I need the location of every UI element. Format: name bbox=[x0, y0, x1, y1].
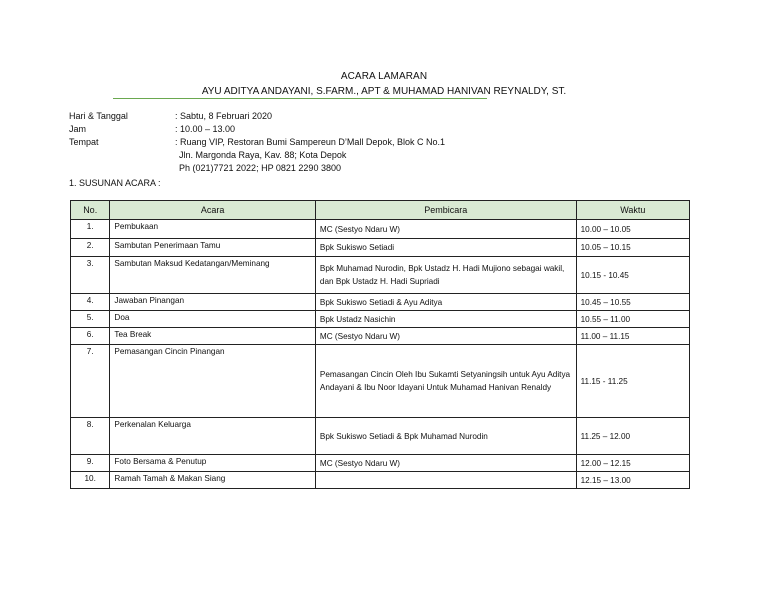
row-acara: Pembukaan bbox=[110, 220, 316, 239]
table-header-row bbox=[71, 201, 690, 220]
row-waktu: 10.00 – 10.05 bbox=[576, 220, 689, 239]
address-line-2: Ph (021)7721 2022; HP 0821 2290 3800 bbox=[179, 163, 341, 173]
row-pembicara: Bpk Sukiswo Setiadi & Ayu Aditya bbox=[315, 294, 576, 311]
row-acara: Perkenalan Keluarga bbox=[110, 418, 316, 455]
row-waktu: 10.55 – 11.00 bbox=[576, 311, 689, 328]
row-acara: Sambutan Maksud Kedatangan/Meminang bbox=[110, 257, 316, 294]
row-no: 2. bbox=[71, 239, 110, 257]
table-row bbox=[71, 418, 690, 455]
table-row bbox=[71, 328, 690, 345]
title-underline bbox=[113, 98, 487, 99]
header-acara: Acara bbox=[110, 201, 316, 220]
day-value: : Sabtu, 8 Februari 2020 bbox=[175, 111, 273, 121]
row-waktu: 10.05 – 10.15 bbox=[576, 239, 689, 257]
row-pembicara bbox=[315, 472, 576, 489]
row-waktu: 12.00 – 12.15 bbox=[576, 455, 689, 472]
row-waktu: 10.15 - 10.45 bbox=[576, 257, 689, 294]
table-row bbox=[71, 239, 690, 257]
row-no: 6. bbox=[71, 328, 110, 345]
row-no: 4. bbox=[71, 294, 110, 311]
time-label: Jam bbox=[69, 124, 87, 134]
row-acara: Ramah Tamah & Makan Siang bbox=[110, 472, 316, 489]
row-no: 10. bbox=[71, 472, 110, 489]
row-no: 7. bbox=[71, 345, 110, 418]
row-acara: Jawaban Pinangan bbox=[110, 294, 316, 311]
document-subtitle: AYU ADITYA ANDAYANI, S.FARM., APT & MUHAMAD HANIVAN REYNALDY, ST. bbox=[201, 86, 567, 97]
table-row bbox=[71, 472, 690, 489]
table-row bbox=[71, 294, 690, 311]
row-no: 3. bbox=[71, 257, 110, 294]
row-acara: Foto Bersama & Penutup bbox=[110, 455, 316, 472]
row-pembicara: Pemasangan Cincin Oleh Ibu Sukamti Setyaningsih untuk Ayu Aditya Andayani & Ibu Noor Idayani Untuk Muhamad Hanivan Renaldy bbox=[315, 345, 576, 418]
row-no: 9. bbox=[71, 455, 110, 472]
row-pembicara: Bpk Sukiswo Setiadi & Bpk Muhamad Nurodin bbox=[315, 418, 576, 455]
row-no: 1. bbox=[71, 220, 110, 239]
row-waktu: 10.45 – 10.55 bbox=[576, 294, 689, 311]
row-waktu: 11.15 - 11.25 bbox=[576, 345, 689, 418]
row-no: 8. bbox=[71, 418, 110, 455]
table-row bbox=[71, 220, 690, 239]
place-label: Tempat bbox=[69, 137, 99, 147]
section-title: 1. SUSUNAN ACARA : bbox=[69, 178, 161, 188]
schedule-table bbox=[70, 200, 690, 489]
row-pembicara: Bpk Ustadz Nasichin bbox=[315, 311, 576, 328]
row-pembicara: MC (Sestyo Ndaru W) bbox=[315, 455, 576, 472]
header-waktu: Waktu bbox=[576, 201, 689, 220]
row-pembicara: MC (Sestyo Ndaru W) bbox=[315, 220, 576, 239]
address-line-1: Jln. Margonda Raya, Kav. 88; Kota Depok bbox=[179, 150, 347, 160]
row-waktu: 11.00 – 11.15 bbox=[576, 328, 689, 345]
place-value: : Ruang VIP, Restoran Bumi Sampereun D’Mall Depok, Blok C No.1 bbox=[175, 137, 445, 147]
row-pembicara: MC (Sestyo Ndaru W) bbox=[315, 328, 576, 345]
table-row bbox=[71, 257, 690, 294]
row-acara: Tea Break bbox=[110, 328, 316, 345]
time-value: : 10.00 – 13.00 bbox=[175, 124, 236, 134]
row-acara: Pemasangan Cincin Pinangan bbox=[110, 345, 316, 418]
row-waktu: 12.15 – 13.00 bbox=[576, 472, 689, 489]
row-acara: Doa bbox=[110, 311, 316, 328]
table-row bbox=[71, 455, 690, 472]
row-waktu: 11.25 – 12.00 bbox=[576, 418, 689, 455]
header-pembicara: Pembicara bbox=[315, 201, 576, 220]
day-label: Hari & Tanggal bbox=[69, 111, 128, 121]
row-acara: Sambutan Penerimaan Tamu bbox=[110, 239, 316, 257]
row-pembicara: Bpk Muhamad Nurodin, Bpk Ustadz H. Hadi Mujiono sebagai wakil, dan Bpk Ustadz H. Hadi Supriadi bbox=[315, 257, 576, 294]
table-row bbox=[71, 345, 690, 418]
row-no: 5. bbox=[71, 311, 110, 328]
row-pembicara: Bpk Sukiswo Setiadi bbox=[315, 239, 576, 257]
header-no: No. bbox=[71, 201, 110, 220]
document-title: ACARA LAMARAN bbox=[340, 71, 428, 82]
table-row bbox=[71, 311, 690, 328]
